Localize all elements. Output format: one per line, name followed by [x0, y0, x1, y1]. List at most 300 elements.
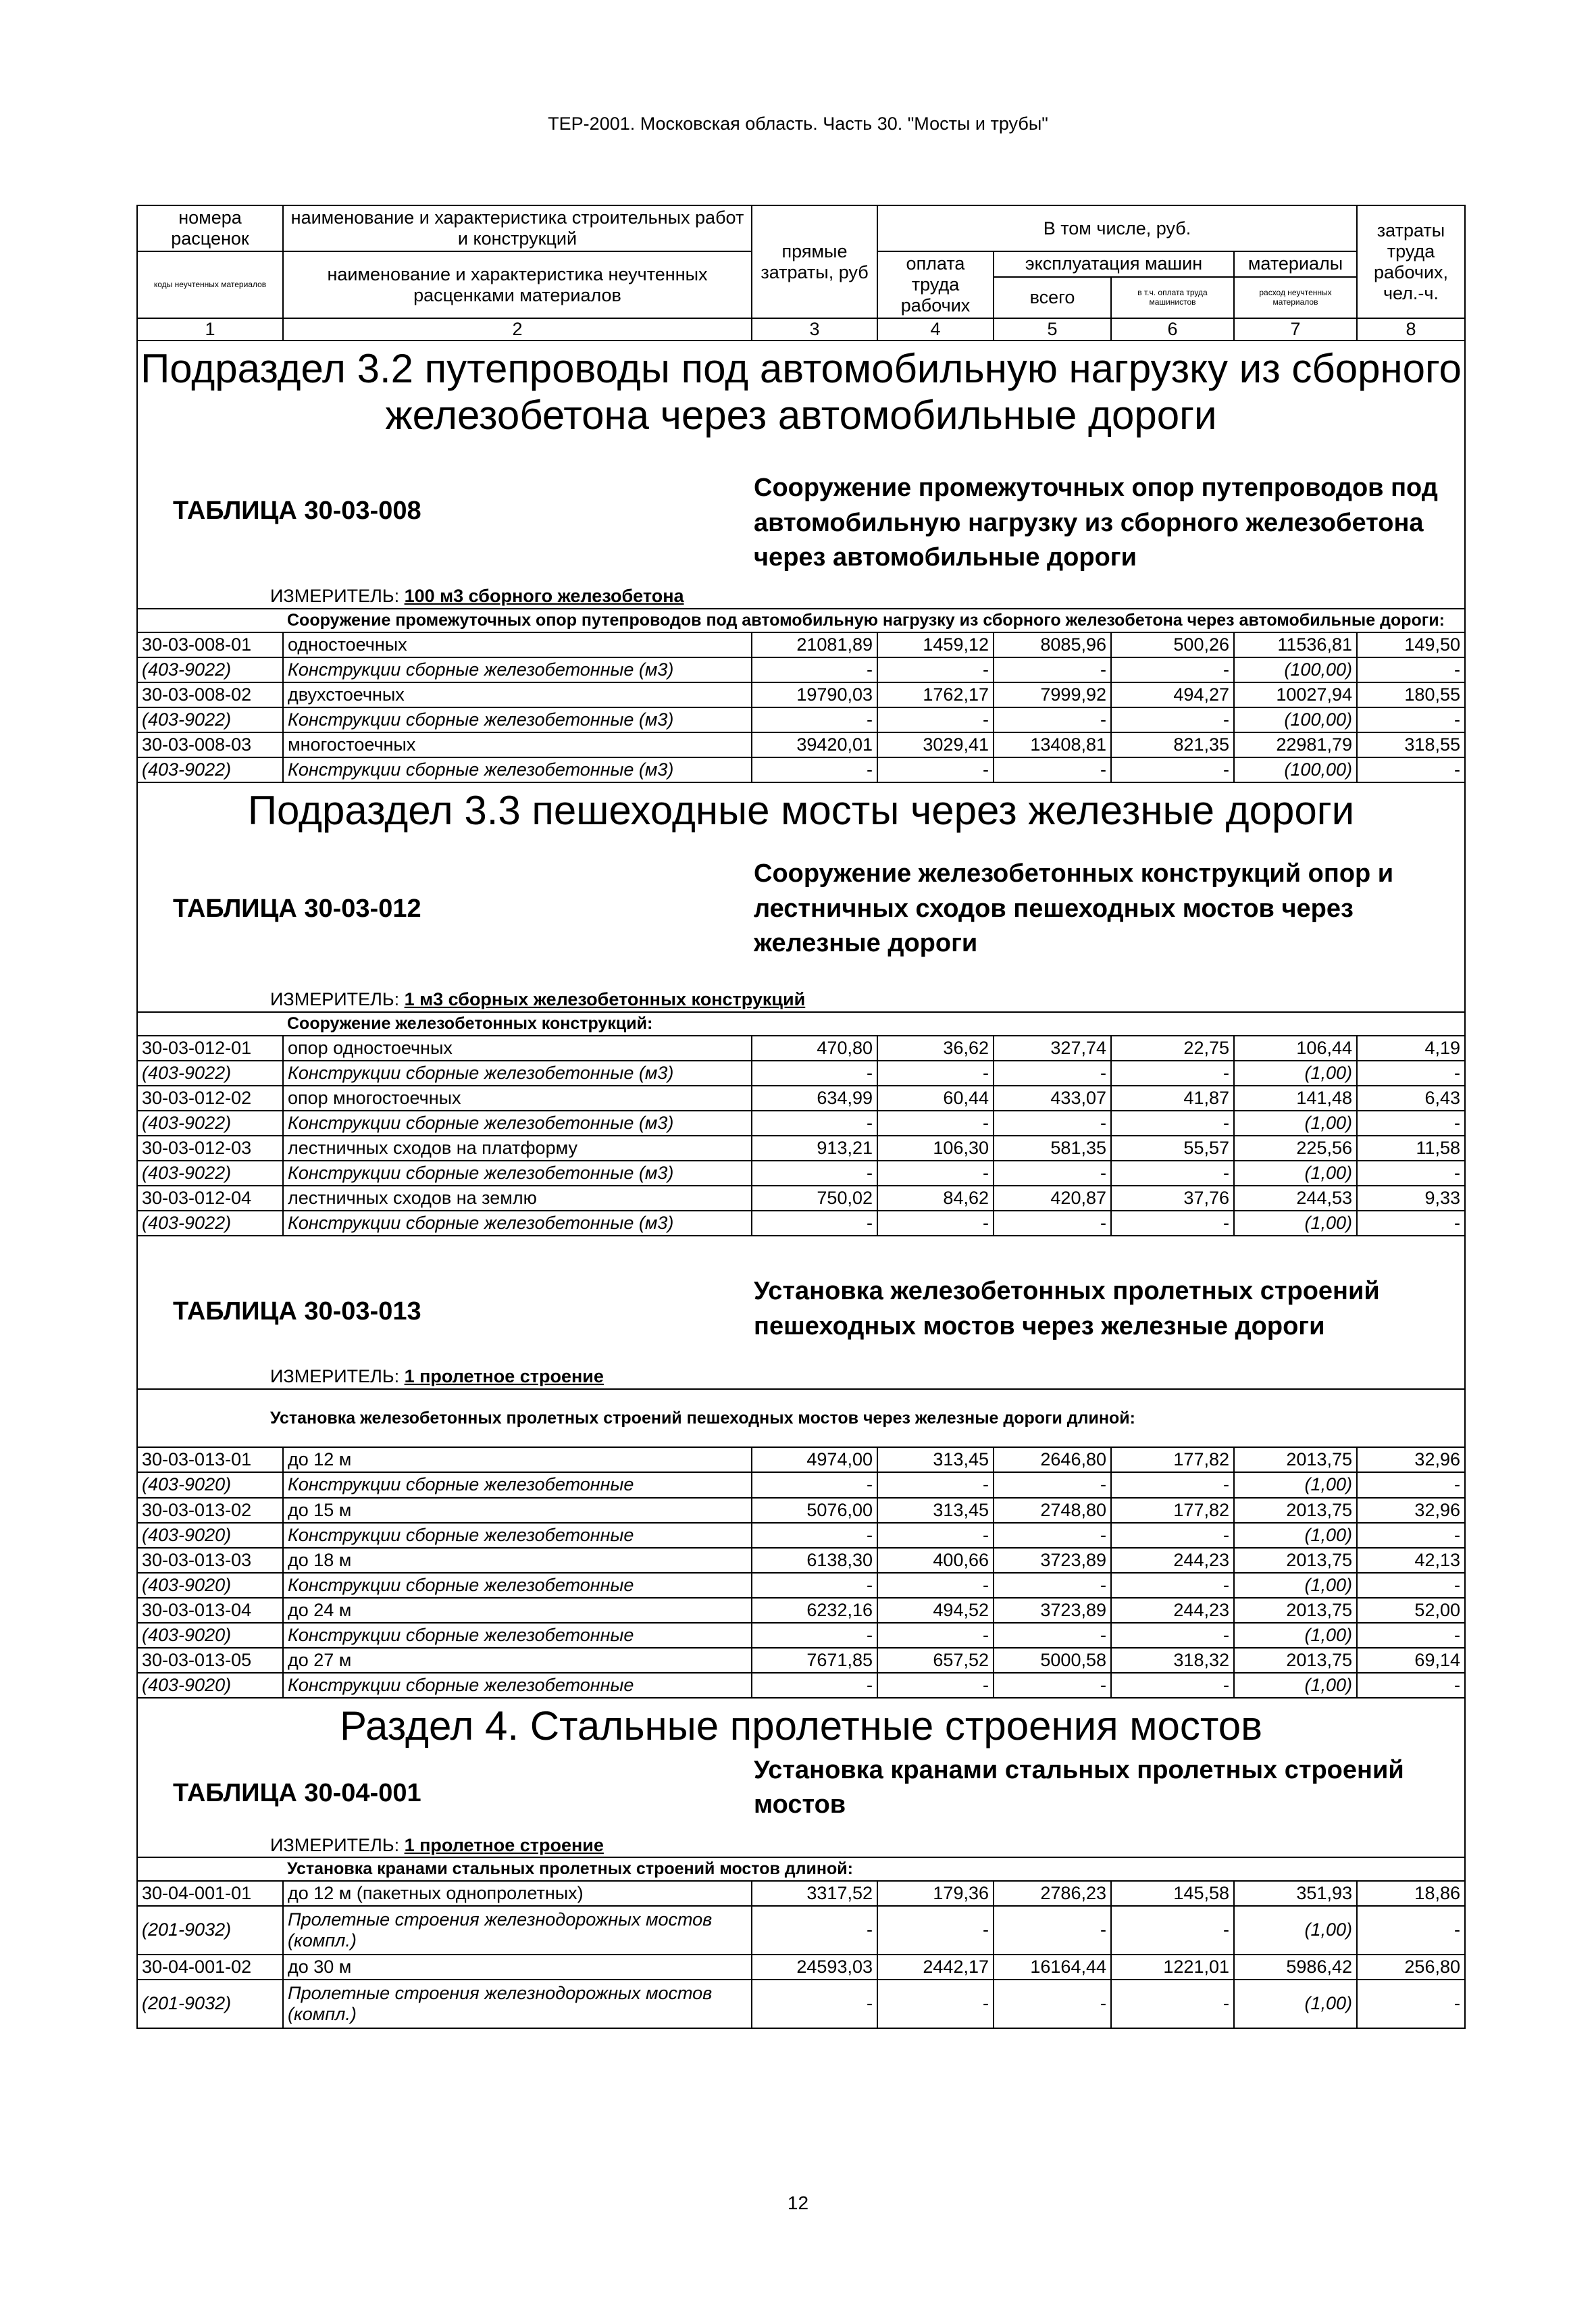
work-name: до 18 м	[283, 1548, 752, 1573]
table-row	[137, 732, 1465, 757]
cell: -	[994, 1061, 1111, 1086]
cell: -	[1111, 657, 1234, 682]
cell: -	[1111, 1980, 1234, 2028]
materials-cost: 2013,75	[1234, 1447, 1357, 1472]
rate-code: 30-03-013-02	[137, 1498, 283, 1523]
materials-cost: 11536,81	[1234, 632, 1357, 657]
table-row	[137, 1036, 1465, 1061]
cell: -	[752, 707, 877, 732]
cell: -	[752, 1211, 877, 1236]
material-name: Конструкции сборные железобетонные	[283, 1673, 752, 1698]
work-name: опор одностоечных	[283, 1036, 752, 1061]
group-head-spacer	[137, 1012, 283, 1036]
material-qty: (1,00)	[1234, 1061, 1357, 1086]
section-heading: Раздел 4. Стальные пролетные строения мостов	[137, 1698, 1465, 1753]
table-description: Установка кранами стальных пролетных строений мостов	[754, 1755, 1404, 1819]
direct-cost: 19790,03	[752, 682, 877, 707]
material-code: (403-9022)	[137, 707, 283, 732]
rate-code: 30-03-012-04	[137, 1186, 283, 1211]
material-name: Конструкции сборные железобетонные (м3)	[283, 1061, 752, 1086]
table-row	[137, 1598, 1465, 1623]
material-row	[137, 1211, 1465, 1236]
table-name: ТАБЛИЦА 30-04-001	[173, 1778, 421, 1807]
machinist-pay: 494,27	[1111, 682, 1234, 707]
labor-pay: 313,45	[877, 1498, 994, 1523]
work-name: одностоечных	[283, 632, 752, 657]
material-row	[137, 1523, 1465, 1548]
direct-cost: 3317,52	[752, 1881, 877, 1906]
material-code: (403-9022)	[137, 657, 283, 682]
work-name: до 12 м (пакетных однопролетных)	[283, 1881, 752, 1906]
work-name: лестничных сходов на платформу	[283, 1136, 752, 1161]
col2-bottom: наименование и характеристика неучтенных расценками материалов	[283, 251, 752, 318]
materials-cost: 351,93	[1234, 1881, 1357, 1906]
labor-hours: 149,50	[1357, 632, 1465, 657]
col-number: 2	[283, 318, 752, 341]
direct-cost: 6232,16	[752, 1598, 877, 1623]
materials-cost: 2013,75	[1234, 1598, 1357, 1623]
material-qty: (1,00)	[1234, 1111, 1357, 1136]
col2-top: наименование и характеристика строительных работ и конструкций	[283, 205, 752, 251]
cell: -	[994, 1673, 1111, 1698]
machinist-pay: 37,76	[1111, 1186, 1234, 1211]
table-row	[137, 1955, 1465, 1980]
cell: -	[752, 1061, 877, 1086]
group-head-spacer	[137, 1857, 283, 1881]
cell: -	[1111, 1906, 1234, 1955]
cell: -	[994, 657, 1111, 682]
col-number: 1	[137, 318, 283, 341]
cell: -	[752, 657, 877, 682]
direct-cost: 4974,00	[752, 1447, 877, 1472]
cell: -	[1357, 1211, 1465, 1236]
cell: -	[877, 1673, 994, 1698]
materials-cost: 106,44	[1234, 1036, 1357, 1061]
cell: -	[994, 1111, 1111, 1136]
table-title-block	[137, 838, 1465, 988]
labor-hours: 256,80	[1357, 1955, 1465, 1980]
material-code: (403-9020)	[137, 1623, 283, 1648]
material-row	[137, 1111, 1465, 1136]
rate-code: 30-04-001-01	[137, 1881, 283, 1906]
material-row	[137, 1980, 1465, 2028]
labor-pay: 1459,12	[877, 632, 994, 657]
material-code: (403-9020)	[137, 1523, 283, 1548]
work-name: до 12 м	[283, 1447, 752, 1472]
table-row	[137, 1136, 1465, 1161]
labor-hours: 4,19	[1357, 1036, 1465, 1061]
direct-cost: 7671,85	[752, 1648, 877, 1673]
cell: -	[752, 1161, 877, 1186]
material-qty: (1,00)	[1234, 1472, 1357, 1497]
rate-code: 30-03-008-03	[137, 732, 283, 757]
page-number: 12	[787, 2192, 809, 2213]
measure-label: ИЗМЕРИТЕЛЬ:	[270, 989, 400, 1010]
table-row	[137, 1498, 1465, 1523]
material-code: (403-9020)	[137, 1472, 283, 1497]
col6-header: в т.ч. оплата труда машинистов	[1111, 277, 1234, 318]
section-30-04-001	[137, 1698, 1465, 2028]
group-head: Установка железобетонных пролетных строений пешеходных мостов через железные дороги длиной:	[137, 1389, 1465, 1447]
material-code: (403-9022)	[137, 1211, 283, 1236]
materials-cost: 5986,42	[1234, 1955, 1357, 1980]
machinist-pay: 821,35	[1111, 732, 1234, 757]
material-code: (403-9022)	[137, 1111, 283, 1136]
cell: -	[994, 757, 1111, 782]
table-header	[137, 205, 1465, 341]
table-name: ТАБЛИЦА 30-03-008	[173, 497, 421, 526]
machinist-pay: 1221,01	[1111, 1955, 1234, 1980]
cell: -	[994, 1573, 1111, 1598]
material-code: (403-9022)	[137, 757, 283, 782]
labor-hours: 318,55	[1357, 732, 1465, 757]
group-head: Сооружение железобетонных конструкций:	[283, 1012, 1465, 1036]
cell: -	[877, 1623, 994, 1648]
labor-hours: 9,33	[1357, 1186, 1465, 1211]
material-name: Конструкции сборные железобетонные (м3)	[283, 657, 752, 682]
machinist-pay: 22,75	[1111, 1036, 1234, 1061]
material-code: (201-9032)	[137, 1906, 283, 1955]
material-name: Конструкции сборные железобетонные	[283, 1472, 752, 1497]
table-row	[137, 682, 1465, 707]
direct-cost: 6138,30	[752, 1548, 877, 1573]
material-name: Пролетные строения железнодорожных мостов (компл.)	[283, 1980, 752, 2028]
measure-label: ИЗМЕРИТЕЛЬ:	[270, 586, 400, 607]
col-number: 8	[1357, 318, 1465, 341]
cell: -	[1357, 1523, 1465, 1548]
cell: -	[752, 1573, 877, 1598]
cell: -	[1357, 1161, 1465, 1186]
section-30-03-008	[137, 341, 1465, 782]
material-code: (403-9022)	[137, 1161, 283, 1186]
labor-pay: 106,30	[877, 1136, 994, 1161]
measure-label: ИЗМЕРИТЕЛЬ:	[270, 1834, 400, 1855]
material-qty: (1,00)	[1234, 1906, 1357, 1955]
material-qty: (100,00)	[1234, 707, 1357, 732]
material-row	[137, 1673, 1465, 1698]
cell: -	[1111, 1061, 1234, 1086]
work-name: до 27 м	[283, 1648, 752, 1673]
measure-line	[137, 988, 1465, 1012]
cell: -	[877, 757, 994, 782]
cell: -	[1357, 757, 1465, 782]
cell: -	[1111, 1211, 1234, 1236]
material-row	[137, 1623, 1465, 1648]
labor-hours: 6,43	[1357, 1086, 1465, 1111]
cell: -	[877, 1111, 994, 1136]
materials-cost: 2013,75	[1234, 1498, 1357, 1523]
material-qty: (1,00)	[1234, 1211, 1357, 1236]
table-row	[137, 1648, 1465, 1673]
measure-line	[137, 1834, 1465, 1857]
labor-hours: 32,96	[1357, 1498, 1465, 1523]
material-name: Конструкции сборные железобетонные (м3)	[283, 1111, 752, 1136]
material-name: Конструкции сборные железобетонные	[283, 1523, 752, 1548]
rates-table	[136, 205, 1466, 2029]
machinist-pay: 177,82	[1111, 1447, 1234, 1472]
work-name: двухстоечных	[283, 682, 752, 707]
cell: -	[1357, 657, 1465, 682]
col5-header: всего	[994, 277, 1111, 318]
group-head: Сооружение промежуточных опор путепроводов под автомобильную нагрузку из сборного железобетона через автомобильные дороги:	[283, 609, 1465, 632]
group-head-spacer	[137, 609, 283, 632]
machines-total: 3723,89	[994, 1548, 1111, 1573]
materials-cost: 10027,94	[1234, 682, 1357, 707]
machines-total: 581,35	[994, 1136, 1111, 1161]
cell: -	[1357, 1061, 1465, 1086]
table-title-block	[137, 1753, 1465, 1834]
work-name: до 30 м	[283, 1955, 752, 1980]
materials-cost: 225,56	[1234, 1136, 1357, 1161]
rate-code: 30-03-012-01	[137, 1036, 283, 1061]
labor-hours: 18,86	[1357, 1881, 1465, 1906]
cell: -	[994, 1472, 1111, 1497]
material-name: Конструкции сборные железобетонные	[283, 1623, 752, 1648]
material-qty: (1,00)	[1234, 1623, 1357, 1648]
direct-cost: 24593,03	[752, 1955, 877, 1980]
material-qty: (1,00)	[1234, 1673, 1357, 1698]
machines-total: 3723,89	[994, 1598, 1111, 1623]
labor-pay: 36,62	[877, 1036, 994, 1061]
col3-header: прямые затраты, руб	[752, 205, 877, 318]
cell: -	[752, 1523, 877, 1548]
cell: -	[752, 1906, 877, 1955]
cell: -	[994, 1906, 1111, 1955]
cell: -	[994, 1523, 1111, 1548]
labor-pay: 60,44	[877, 1086, 994, 1111]
rate-code: 30-03-013-03	[137, 1548, 283, 1573]
materials-cost: 2013,75	[1234, 1648, 1357, 1673]
cell: -	[877, 1211, 994, 1236]
table-description: Сооружение железобетонных конструкций опор и лестничных сходов пешеходных мостов через железные дороги	[754, 859, 1394, 957]
cell: -	[1111, 1673, 1234, 1698]
material-row	[137, 1061, 1465, 1086]
cell: -	[1357, 1906, 1465, 1955]
cell: -	[1357, 1472, 1465, 1497]
labor-hours: 180,55	[1357, 682, 1465, 707]
cell: -	[1111, 757, 1234, 782]
material-code: (403-9020)	[137, 1573, 283, 1598]
cell: -	[752, 1472, 877, 1497]
materials-header: материалы	[1234, 251, 1357, 277]
table-title-block	[137, 1236, 1465, 1365]
col-number: 4	[877, 318, 994, 341]
rate-code: 30-04-001-02	[137, 1955, 283, 1980]
machines-total: 2748,80	[994, 1498, 1111, 1523]
rate-code: 30-03-012-03	[137, 1136, 283, 1161]
cell: -	[752, 1980, 877, 2028]
subsection-heading: Подраздел 3.3 пешеходные мосты через железные дороги	[137, 782, 1465, 838]
material-name: Пролетные строения железнодорожных мостов (компл.)	[283, 1906, 752, 1955]
col1-bottom: коды неучтенных материалов	[137, 251, 283, 318]
work-name: до 24 м	[283, 1598, 752, 1623]
labor-hours: 42,13	[1357, 1548, 1465, 1573]
cell: -	[1111, 1111, 1234, 1136]
section-30-03-013	[137, 1236, 1465, 1697]
rate-code: 30-03-013-04	[137, 1598, 283, 1623]
material-qty: (100,00)	[1234, 757, 1357, 782]
machinist-pay: 500,26	[1111, 632, 1234, 657]
material-qty: (100,00)	[1234, 657, 1357, 682]
material-qty: (1,00)	[1234, 1573, 1357, 1598]
rate-code: 30-03-008-01	[137, 632, 283, 657]
cell: -	[1357, 1623, 1465, 1648]
cell: -	[1357, 1111, 1465, 1136]
labor-hours: 52,00	[1357, 1598, 1465, 1623]
material-row	[137, 757, 1465, 782]
section-30-03-012	[137, 782, 1465, 1236]
cell: -	[1111, 1623, 1234, 1648]
machinist-pay: 55,57	[1111, 1136, 1234, 1161]
material-name: Конструкции сборные железобетонные (м3)	[283, 707, 752, 732]
measure-line	[137, 584, 1465, 609]
cell: -	[1357, 1980, 1465, 2028]
labor-pay: 3029,41	[877, 732, 994, 757]
table-description: Сооружение промежуточных опор путепроводов под автомобильную нагрузку из сборного железобетона через автомобильные дороги	[754, 474, 1438, 572]
material-qty: (1,00)	[1234, 1980, 1357, 2028]
measure-value: 1 пролетное строение	[404, 1834, 604, 1855]
col-number: 3	[752, 318, 877, 341]
table-row	[137, 1086, 1465, 1111]
page-header-title: ТЕР-2001. Московская область. Часть 30. "Мосты и трубы"	[548, 114, 1048, 134]
cell: -	[1111, 1573, 1234, 1598]
labor-pay: 1762,17	[877, 682, 994, 707]
material-qty: (1,00)	[1234, 1523, 1357, 1548]
material-row	[137, 1906, 1465, 1955]
machinist-pay: 145,58	[1111, 1881, 1234, 1906]
cell: -	[752, 757, 877, 782]
machines-header: эксплуатация машин	[994, 251, 1234, 277]
work-name: опор многостоечных	[283, 1086, 752, 1111]
direct-cost: 634,99	[752, 1086, 877, 1111]
rate-code: 30-03-013-05	[137, 1648, 283, 1673]
cell: -	[752, 1111, 877, 1136]
labor-pay: 179,36	[877, 1881, 994, 1906]
col1-top: номера расценок	[137, 205, 283, 251]
machines-total: 327,74	[994, 1036, 1111, 1061]
cell: -	[994, 707, 1111, 732]
cell: -	[877, 1161, 994, 1186]
cell: -	[877, 657, 994, 682]
rate-code: 30-03-008-02	[137, 682, 283, 707]
machines-total: 420,87	[994, 1186, 1111, 1211]
cell: -	[877, 707, 994, 732]
machines-total: 2786,23	[994, 1881, 1111, 1906]
material-row	[137, 657, 1465, 682]
table-row	[137, 632, 1465, 657]
work-name: лестничных сходов на землю	[283, 1186, 752, 1211]
cell: -	[994, 1161, 1111, 1186]
direct-cost: 5076,00	[752, 1498, 877, 1523]
cell: -	[1111, 1472, 1234, 1497]
cell: -	[752, 1623, 877, 1648]
direct-cost: 750,02	[752, 1186, 877, 1211]
machines-total: 16164,44	[994, 1955, 1111, 1980]
cell: -	[752, 1673, 877, 1698]
direct-cost: 39420,01	[752, 732, 877, 757]
material-code: (403-9022)	[137, 1061, 283, 1086]
material-row	[137, 1573, 1465, 1598]
material-qty: (1,00)	[1234, 1161, 1357, 1186]
direct-cost: 21081,89	[752, 632, 877, 657]
table-name: ТАБЛИЦА 30-03-012	[173, 895, 421, 924]
cell: -	[1357, 1573, 1465, 1598]
work-name: многостоечных	[283, 732, 752, 757]
col8-header: затраты труда рабочих, чел.-ч.	[1357, 205, 1465, 318]
col7-header: расход неучтенных материалов	[1234, 277, 1357, 318]
cell: -	[1111, 1523, 1234, 1548]
col-number: 7	[1234, 318, 1357, 341]
labor-hours: 11,58	[1357, 1136, 1465, 1161]
materials-cost: 141,48	[1234, 1086, 1357, 1111]
materials-cost: 244,53	[1234, 1186, 1357, 1211]
machinist-pay: 177,82	[1111, 1498, 1234, 1523]
cell: -	[1111, 707, 1234, 732]
table-description: Установка железобетонных пролетных строений пешеходных мостов через железные дороги	[754, 1277, 1380, 1340]
material-name: Конструкции сборные железобетонные (м3)	[283, 1161, 752, 1186]
machinist-pay: 41,87	[1111, 1086, 1234, 1111]
material-row	[137, 707, 1465, 732]
cell: -	[877, 1906, 994, 1955]
group-header: В том числе, руб.	[877, 205, 1357, 251]
direct-cost: 470,80	[752, 1036, 877, 1061]
cell: -	[877, 1573, 994, 1598]
measure-value: 1 м3 сборных железобетонных конструкций	[404, 989, 806, 1010]
table-row	[137, 1548, 1465, 1573]
cell: -	[877, 1980, 994, 2028]
rate-code: 30-03-012-02	[137, 1086, 283, 1111]
material-code: (201-9032)	[137, 1980, 283, 2028]
subsection-heading: Подраздел 3.2 путепроводы под автомобильную нагрузку из сборного железобетона через автомобильные дороги	[137, 341, 1465, 443]
measure-value: 1 пролетное строение	[404, 1366, 604, 1387]
cell: -	[994, 1211, 1111, 1236]
labor-pay: 2442,17	[877, 1955, 994, 1980]
cell: -	[994, 1623, 1111, 1648]
measure-line	[137, 1365, 1465, 1389]
machinist-pay: 244,23	[1111, 1598, 1234, 1623]
material-code: (403-9020)	[137, 1673, 283, 1698]
direct-cost: 913,21	[752, 1136, 877, 1161]
machines-total: 8085,96	[994, 632, 1111, 657]
material-row	[137, 1161, 1465, 1186]
machines-total: 7999,92	[994, 682, 1111, 707]
machines-total: 5000,58	[994, 1648, 1111, 1673]
col-number: 6	[1111, 318, 1234, 341]
labor-pay: 84,62	[877, 1186, 994, 1211]
labor-pay: 494,52	[877, 1598, 994, 1623]
machines-total: 13408,81	[994, 732, 1111, 757]
measure-label: ИЗМЕРИТЕЛЬ:	[270, 1366, 400, 1387]
labor-pay: 313,45	[877, 1447, 994, 1472]
rate-code: 30-03-013-01	[137, 1447, 283, 1472]
material-name: Конструкции сборные железобетонные	[283, 1573, 752, 1598]
table-row	[137, 1186, 1465, 1211]
labor-hours: 32,96	[1357, 1447, 1465, 1472]
machines-total: 433,07	[994, 1086, 1111, 1111]
cell: -	[1357, 707, 1465, 732]
machinist-pay: 318,32	[1111, 1648, 1234, 1673]
cell: -	[1357, 1673, 1465, 1698]
material-name: Конструкции сборные железобетонные (м3)	[283, 1211, 752, 1236]
machinist-pay: 244,23	[1111, 1548, 1234, 1573]
col4-header: оплата труда рабочих	[877, 251, 994, 318]
cell: -	[1111, 1161, 1234, 1186]
cell: -	[877, 1523, 994, 1548]
material-row	[137, 1472, 1465, 1497]
table-row	[137, 1447, 1465, 1472]
table-row	[137, 1881, 1465, 1906]
cell: -	[877, 1472, 994, 1497]
